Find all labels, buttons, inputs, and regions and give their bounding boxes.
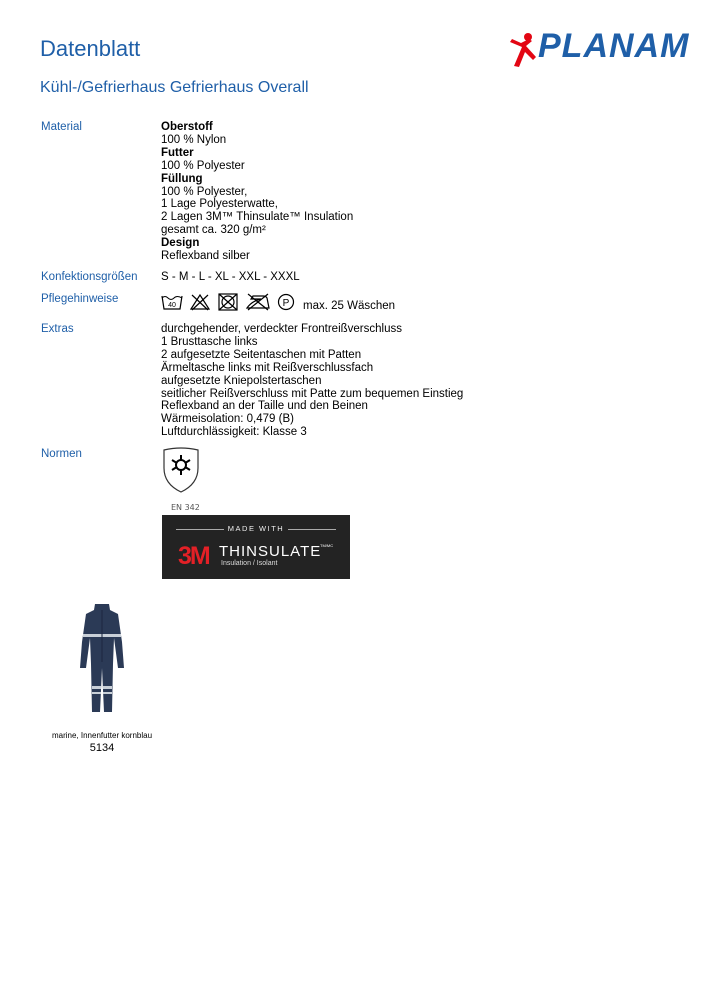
extras-label: Extras (41, 323, 74, 335)
svg-text:40: 40 (168, 302, 176, 309)
norms-label: Normen (41, 448, 82, 460)
extras-line: Luftdurchlässigkeit: Klasse 3 (161, 426, 307, 439)
thinsulate-mark: TM/MC (320, 543, 334, 548)
page-title: Datenblatt (40, 36, 141, 61)
extras-value (161, 323, 463, 439)
sizes-value: S - M - L - XL - XXL - XXXL (161, 271, 300, 283)
extras-line: Ärmeltasche links mit Reißverschlussfach (161, 361, 374, 374)
logo-text: PLANAM (538, 27, 690, 65)
material-line: 100 % Polyester (161, 159, 245, 172)
material-label: Material (41, 121, 82, 133)
thinsulate-name: THINSULATE (219, 543, 322, 560)
extras-line: durchgehender, verdeckter Frontreißverschluss (161, 323, 402, 335)
extras-line: 1 Brusttasche links (161, 335, 258, 348)
care-label: Pflegehinweise (41, 293, 119, 305)
product-title: Kühl-/Gefrierhaus Gefrierhaus Overall (40, 79, 309, 96)
material-line: 100 % Polyester, (161, 185, 248, 198)
material-line: 100 % Nylon (161, 133, 227, 146)
dry-clean-p-icon (277, 293, 295, 311)
material-heading: Design (161, 237, 200, 250)
no-bleach-icon (189, 293, 211, 311)
no-iron-icon (245, 293, 271, 311)
product-color-caption: marine, Innenfutter kornblau (51, 731, 153, 740)
product-sku: 5134 (89, 742, 115, 754)
svg-text:P: P (282, 298, 290, 309)
extras-line: 2 aufgesetzte Seitentaschen mit Patten (161, 348, 362, 361)
wash-40-icon (161, 293, 183, 311)
material-line: Reflexband silber (161, 250, 250, 263)
no-tumble-dry-icon (217, 293, 239, 311)
extras-line: seitlicher Reißverschluss mit Patte zum bequemen Einstieg (161, 387, 464, 400)
planam-logo (508, 27, 690, 68)
3m-logo: 3M (178, 542, 209, 570)
extras-line: Reflexband an der Taille und den Beinen (161, 400, 368, 413)
material-value (161, 121, 353, 263)
extras-line: Wärmeisolation: 0,479 (B) (161, 413, 294, 426)
material-heading: Futter (161, 146, 194, 159)
care-symbols (161, 291, 395, 313)
extras-line: aufgesetzte Kniepolstertaschen (161, 374, 322, 387)
en342-caption: EN 342 (171, 503, 200, 512)
material-line: 1 Lage Polyesterwatte, (161, 198, 278, 211)
material-line: gesamt ca. 320 g/m² (161, 224, 266, 237)
thinsulate-badge (162, 515, 350, 579)
care-text: max. 25 Wäschen (303, 300, 396, 312)
thinsulate-sub: Insulation / Isolant (221, 560, 278, 567)
material-heading: Füllung (161, 172, 203, 185)
overall-product-image (78, 602, 126, 714)
made-with-text: MADE WITH (227, 524, 285, 533)
material-line: 2 Lagen 3M™ Thinsulate™ Insulation (161, 211, 354, 224)
sizes-label: Konfektionsgrößen (41, 271, 138, 283)
planam-figure-icon (508, 30, 538, 68)
material-heading: Oberstoff (161, 121, 213, 133)
en342-shield-icon (161, 446, 201, 494)
